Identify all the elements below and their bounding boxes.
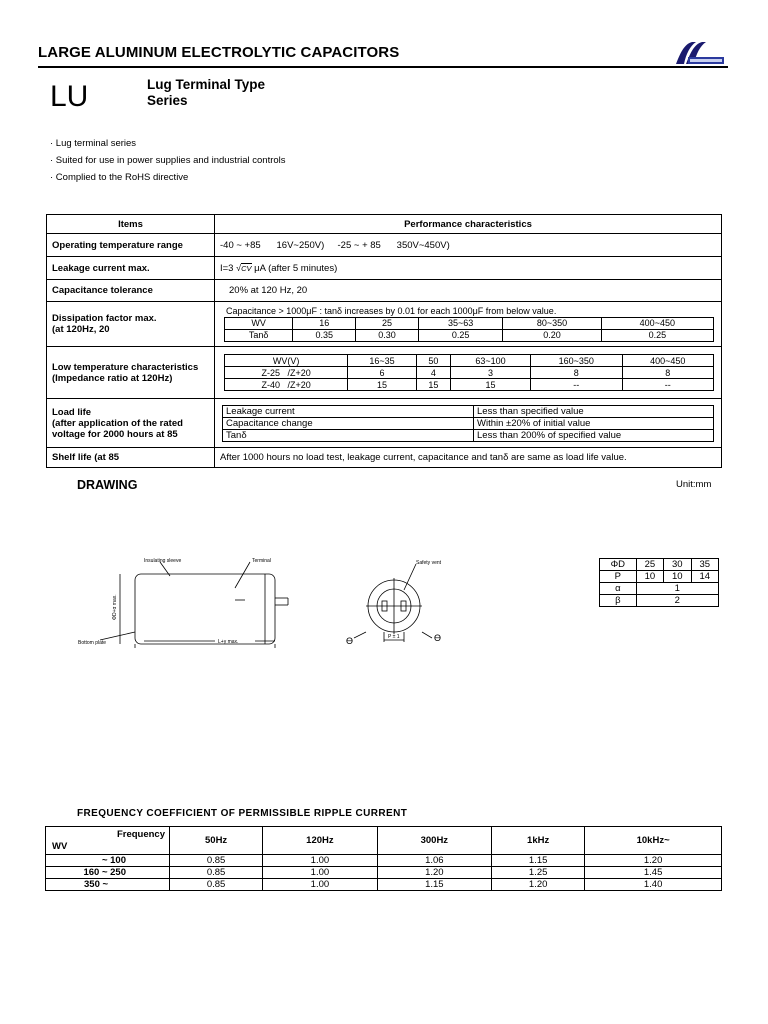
low-temp-table [224, 354, 714, 391]
df-table [224, 317, 714, 342]
ripple-value: 1.20 [492, 879, 585, 891]
diameter-label: ΦD+α max. [112, 594, 118, 620]
length-label: L+γ max. [218, 639, 239, 645]
series-name-line1: Lug Terminal Type [147, 77, 266, 92]
op-temp-label: Operating temperature range [47, 234, 215, 257]
cap-tol-value: 20% at 120 Hz, 20 [215, 280, 722, 302]
lt-cell: 8 [622, 367, 714, 379]
feature-item: · Lug terminal series [50, 138, 137, 149]
sqrt-icon: √CV [236, 262, 252, 273]
lt-cell: 8 [531, 367, 622, 379]
dim-cell: 2 [636, 595, 718, 607]
df-cell: 80~350 [503, 317, 601, 329]
df-label-line1: Dissipation factor max. [52, 313, 157, 324]
lt-cell: 6 [348, 367, 417, 379]
ll-cell: Leakage current [223, 405, 474, 417]
dim-cell: 14 [691, 571, 718, 583]
document-title: LARGE ALUMINUM ELECTROLYTIC CAPACITORS [38, 44, 400, 61]
load-life-table [222, 405, 714, 442]
low-temp-label-line1: Low temperature characteristics [52, 361, 199, 373]
ripple-corner-frequency: Frequency [116, 829, 165, 840]
df-label-line2: (at 120Hz, 20 [52, 324, 110, 335]
ripple-freq-header: 120Hz [263, 827, 377, 855]
unit-label: Unit:mm [676, 479, 712, 490]
df-cell: Tanδ [225, 329, 293, 341]
df-cell: 0.35 [293, 329, 356, 341]
ripple-value: 1.00 [263, 879, 377, 891]
low-temp-label [47, 347, 215, 399]
pitch-label: P ± 1 [388, 634, 400, 640]
dim-cell: P [600, 571, 637, 583]
ripple-wv: 160 ~ 250 [46, 867, 170, 879]
col-header-items: Items [47, 215, 215, 234]
ripple-value: 0.85 [170, 879, 263, 891]
dim-cell: 10 [664, 571, 691, 583]
lt-cell: 63~100 [450, 355, 530, 367]
df-cell: 0.25 [601, 329, 713, 341]
df-cell: WV [225, 317, 293, 329]
load-life-line2: (after application of the rated [52, 417, 183, 429]
sqrt-cv: CV [241, 263, 252, 273]
header-rule [38, 66, 728, 68]
df-cell: 0.30 [356, 329, 419, 341]
specification-table [46, 214, 722, 468]
low-temp-label-line2: (Impedance ratio at 120Hz) [52, 372, 173, 384]
ripple-corner [46, 827, 170, 855]
cap-tol-label: Capacitance tolerance [47, 280, 215, 302]
bottom-plate-label: Bottom plate [78, 640, 107, 646]
ripple-corner-wv: WV [52, 841, 68, 852]
ripple-freq-header: 50Hz [170, 827, 263, 855]
lt-cell: -- [531, 379, 622, 391]
df-cell: 400~450 [601, 317, 713, 329]
lt-cell: Z-40 /Z+20 [225, 379, 348, 391]
ll-cell: Less than 200% of specified value [474, 429, 714, 441]
leakage-value [215, 257, 722, 280]
lt-cell: Z-25 /Z+20 [225, 367, 348, 379]
ripple-title: FREQUENCY COEFFICIENT OF PERMISSIBLE RIPPLE CURRENT [77, 808, 408, 819]
dim-cell: 35 [691, 559, 718, 571]
lt-cell: 16~35 [348, 355, 417, 367]
ripple-value: 1.20 [377, 867, 491, 879]
ripple-value: 1.15 [492, 855, 585, 867]
shelf-label: Shelf life (at 85 [47, 448, 215, 468]
dim-cell: 30 [664, 559, 691, 571]
df-note: Capacitance > 1000μF : tanδ increases by 0.01 for each 1000μF from below value. [226, 305, 557, 316]
ll-cell: Tanδ [223, 429, 474, 441]
load-life-line3: voltage for 2000 hours at 85 [52, 428, 178, 440]
dim-cell: 10 [636, 571, 663, 583]
lt-cell: 160~350 [531, 355, 622, 367]
ripple-freq-header: 300Hz [377, 827, 491, 855]
ll-cell: Less than specified value [474, 405, 714, 417]
ll-cell: Capacitance change [223, 417, 474, 429]
df-label [47, 302, 215, 347]
capacitor-top-drawing [340, 552, 470, 652]
lt-cell: 4 [416, 367, 450, 379]
lt-cell: 15 [416, 379, 450, 391]
df-cell: 16 [293, 317, 356, 329]
lt-cell: WV(V) [225, 355, 348, 367]
series-code: LU [50, 80, 89, 113]
dimension-table [599, 558, 719, 607]
ripple-wv: ~ 100 [46, 855, 170, 867]
ripple-freq-header: 10kHz~ [585, 827, 722, 855]
df-cell: 25 [356, 317, 419, 329]
lt-cell: 3 [450, 367, 530, 379]
leakage-label: Leakage current max. [47, 257, 215, 280]
op-temp-value: -40 ~ +85 16V~250V) -25 ~ + 85 350V~450V) [215, 234, 722, 257]
safety-vent-label: Safety vent [416, 560, 442, 566]
theta-icon: ϴ [434, 633, 442, 643]
series-name-line2: Series [147, 93, 188, 108]
dim-cell: 1 [636, 583, 718, 595]
load-life-line1: Load life [52, 406, 92, 418]
df-cell: 0.20 [503, 329, 601, 341]
ripple-value: 0.85 [170, 855, 263, 867]
dim-cell: ΦD [600, 559, 637, 571]
dim-cell: α [600, 583, 637, 595]
ripple-table [45, 826, 722, 891]
ripple-freq-header: 1kHz [492, 827, 585, 855]
feature-item: · Complied to the RoHS directive [50, 172, 189, 183]
ripple-value: 1.20 [585, 855, 722, 867]
lt-cell: 400~450 [622, 355, 714, 367]
ripple-value: 1.00 [263, 867, 377, 879]
col-header-performance: Performance characteristics [215, 215, 722, 234]
ripple-value: 1.25 [492, 867, 585, 879]
ripple-value: 1.06 [377, 855, 491, 867]
lt-cell: 15 [450, 379, 530, 391]
theta-icon: ϴ [346, 636, 354, 646]
ripple-value: 1.15 [377, 879, 491, 891]
insulating-sleeve-label: Insulating sleeve [144, 558, 182, 564]
leakage-suffix: μA (after 5 minutes) [254, 262, 338, 274]
lt-cell: 50 [416, 355, 450, 367]
brand-logo-icon [668, 40, 730, 66]
lt-cell: -- [622, 379, 714, 391]
dim-cell: 25 [636, 559, 663, 571]
ll-cell: Within ±20% of initial value [474, 417, 714, 429]
drawing-title: DRAWING [77, 478, 138, 492]
shelf-value: After 1000 hours no load test, leakage current, capacitance and tanδ are same as load life value. [215, 448, 722, 468]
ripple-value: 1.40 [585, 879, 722, 891]
dim-cell: β [600, 595, 637, 607]
terminal-label: Terminal [252, 558, 271, 564]
capacitor-side-drawing [60, 548, 300, 658]
lt-cell: 15 [348, 379, 417, 391]
ripple-wv: 350 ~ [46, 879, 170, 891]
ripple-value: 0.85 [170, 867, 263, 879]
df-cell: 35~63 [418, 317, 502, 329]
df-cell: 0.25 [418, 329, 502, 341]
ripple-value: 1.45 [585, 867, 722, 879]
ripple-value: 1.00 [263, 855, 377, 867]
load-life-label [47, 399, 215, 448]
leakage-prefix: I=3 [220, 262, 234, 274]
series-name [147, 77, 265, 109]
feature-item: · Suited for use in power supplies and industrial controls [50, 155, 286, 166]
